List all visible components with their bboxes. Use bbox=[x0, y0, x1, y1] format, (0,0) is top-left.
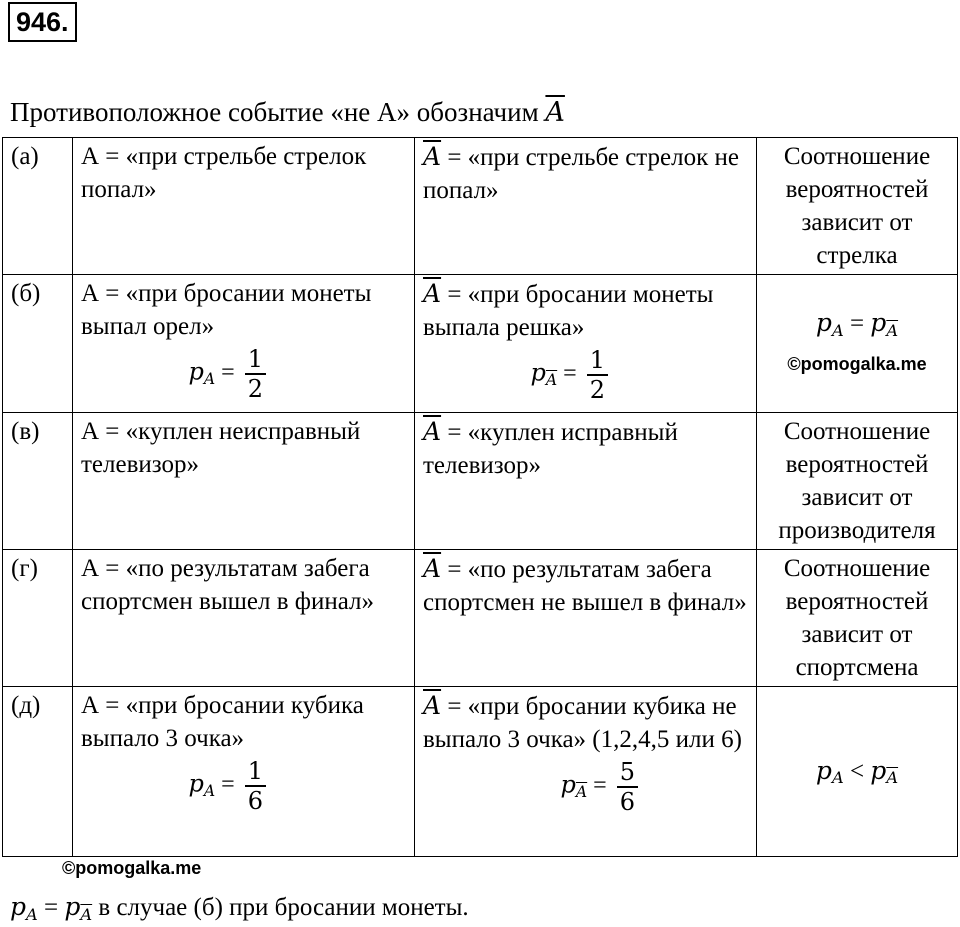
fraction: $\frac{1}{6}$ bbox=[245, 757, 266, 815]
conclusion-line: pA = $p\overline{A}$ в случае (б) при бросании монеты. bbox=[10, 892, 469, 924]
footer-watermark: ©pomogalka.me bbox=[62, 858, 202, 878]
relation-cell bbox=[757, 275, 958, 413]
fraction: $\frac{1}{2}$ bbox=[587, 346, 608, 404]
row-label: (в) bbox=[3, 413, 73, 550]
relation-cell bbox=[757, 687, 958, 857]
event-a-cell bbox=[73, 550, 415, 687]
row-label: (г) bbox=[3, 550, 73, 687]
prob-a-formula: pA = $\frac{1}{2}$ bbox=[81, 345, 406, 403]
table-row bbox=[3, 413, 958, 550]
event-not-a-text: = «по результатам забега спортсмен не вышел в финал» bbox=[423, 556, 747, 616]
row-label: (б) bbox=[3, 275, 73, 413]
event-not-a-text: = «при бросании кубика не выпало 3 очка» (1,2,4,5 или 6) bbox=[423, 693, 742, 753]
table-row bbox=[3, 687, 958, 857]
table-row bbox=[3, 275, 958, 413]
row-label: (д) bbox=[3, 687, 73, 857]
fraction: $\frac{5}{6}$ bbox=[617, 758, 638, 816]
prob-not-a-formula: $p\overline{A}$ = $\frac{1}{2}$ bbox=[423, 346, 748, 404]
event-not-a-cell bbox=[415, 687, 757, 857]
event-not-a-cell bbox=[415, 413, 757, 550]
not-a-symbol: $\overline{A}$ bbox=[423, 691, 442, 720]
relation-text: Соотношение вероятностей зависит от спортсмена bbox=[783, 555, 931, 681]
event-not-a-text: = «при бросании монеты выпала решка» bbox=[423, 281, 714, 341]
row-label: (а) bbox=[3, 138, 73, 275]
relation-cell bbox=[757, 550, 958, 687]
relation-cell bbox=[757, 138, 958, 275]
event-a-cell bbox=[73, 275, 415, 413]
event-a-text: А = «при стрельбе стрелок попал» bbox=[81, 143, 367, 203]
not-a-symbol: $\overline{A}$ bbox=[423, 142, 442, 171]
event-not-a-text: = «при стрельбе стрелок не попал» bbox=[423, 144, 739, 204]
fraction: $\frac{1}{2}$ bbox=[245, 345, 266, 403]
watermark: ©pomogalka.me bbox=[787, 354, 927, 374]
relation-formula: pA < $p\overline{A}$ bbox=[815, 755, 899, 788]
intro-line bbox=[10, 92, 565, 133]
event-a-text: А = «при бросании кубика выпало 3 очка» bbox=[81, 692, 364, 752]
not-a-symbol: $\overline{A}$ bbox=[423, 554, 442, 583]
event-not-a-cell bbox=[415, 550, 757, 687]
relation-text: Соотношение вероятностей зависит от производителя bbox=[778, 418, 936, 544]
event-a-text: А = «куплен неисправный телевизор» bbox=[81, 418, 361, 478]
not-a-symbol: $\overline{A}$ bbox=[423, 417, 442, 446]
event-a-text: А = «при бросании монеты выпал орел» bbox=[81, 280, 372, 340]
relation-text: Соотношение вероятностей зависит от стрелка bbox=[783, 143, 931, 269]
prob-a-formula: pA = $\frac{1}{6}$ bbox=[81, 757, 406, 815]
event-not-a-text: = «куплен исправный телевизор» bbox=[423, 419, 678, 479]
prob-not-a-formula: $p\overline{A}$ = $\frac{5}{6}$ bbox=[423, 758, 748, 816]
relation-formula: pA = $p\overline{A}$ bbox=[815, 308, 899, 340]
table-row bbox=[3, 138, 958, 275]
conclusion-text: в случае (б) при бросании монеты. bbox=[92, 894, 469, 921]
intro-text: Противоположное событие «не А» обозначим bbox=[10, 97, 546, 127]
events-table bbox=[2, 137, 958, 857]
problem-number: 946. bbox=[8, 2, 77, 42]
not-a-symbol: $\overline{A}$ bbox=[423, 279, 442, 308]
event-not-a-cell bbox=[415, 138, 757, 275]
event-a-text: А = «по результатам забега спортсмен вышел в финал» bbox=[81, 555, 374, 615]
event-a-cell bbox=[73, 413, 415, 550]
event-a-cell bbox=[73, 687, 415, 857]
event-a-cell bbox=[73, 138, 415, 275]
table-row bbox=[3, 550, 958, 687]
event-not-a-cell bbox=[415, 275, 757, 413]
not-a-symbol: $\overline{A}$ bbox=[545, 97, 565, 128]
relation-cell bbox=[757, 413, 958, 550]
